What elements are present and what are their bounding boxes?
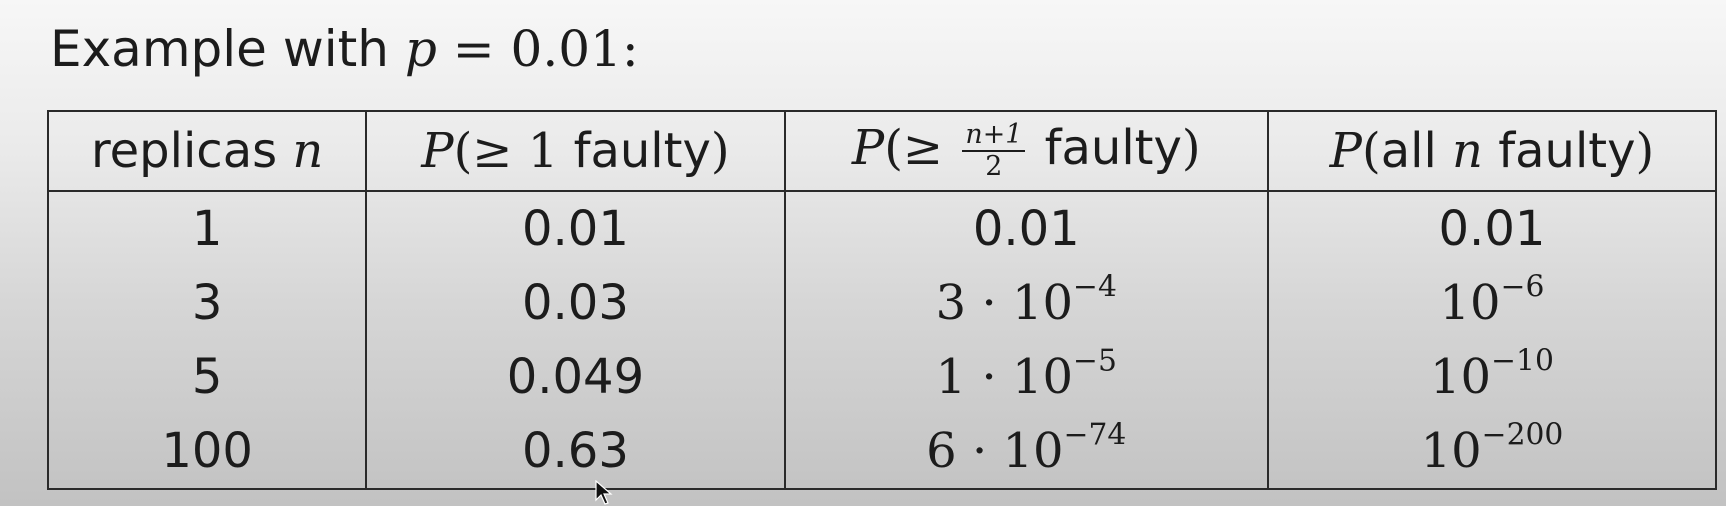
cell-all: [1268, 191, 1716, 266]
cell-replicas: 1: [191, 201, 223, 257]
header-at-least-one-word: faulty: [573, 123, 711, 179]
table-header-row: [48, 111, 1716, 191]
cell-majority-exponent: −5: [1073, 343, 1117, 379]
cell-at-least-one: 0.01: [366, 191, 784, 266]
header-all-var: n: [1452, 123, 1483, 179]
cell-all: [1268, 266, 1716, 340]
cell-majority-base: 1 · 10: [935, 349, 1074, 405]
header-majority-faulty: [785, 111, 1268, 191]
header-at-least-one-faulty: [366, 111, 784, 191]
mouse-pointer-icon: [595, 480, 615, 506]
header-at-least-one-P: P: [421, 123, 454, 179]
cell-all-base: 10: [1420, 423, 1482, 479]
cell-all-exponent: −6: [1500, 269, 1545, 305]
header-replicas-var: n: [292, 123, 324, 179]
cell-majority: [785, 340, 1268, 414]
cell-majority-exponent: −74: [1063, 417, 1127, 453]
header-majority-close: ): [1181, 120, 1201, 177]
header-majority-P: P: [851, 120, 885, 177]
header-all-open: (: [1361, 123, 1381, 179]
cell-replicas: 5: [191, 349, 223, 405]
header-all-word-all: all: [1380, 123, 1437, 179]
table-row: [48, 414, 1716, 489]
header-majority-word: faulty: [1044, 120, 1182, 177]
header-replicas: [48, 111, 366, 191]
cell-majority-base: 6 · 10: [926, 423, 1064, 479]
cell-all-base: 10: [1430, 349, 1492, 405]
header-all-faulty: [1268, 111, 1716, 191]
header-at-least-one-close: ): [710, 123, 730, 179]
example-heading: [50, 14, 639, 84]
header-all-word-faulty: faulty: [1498, 123, 1636, 179]
cell-majority-base: 3 · 10: [935, 275, 1074, 331]
cell-at-least-one: 0.049: [366, 340, 784, 414]
probability-table: [47, 110, 1717, 490]
cell-all-exponent: −10: [1491, 343, 1554, 379]
cell-replicas: 3: [191, 275, 223, 331]
cell-majority-base: 0.01: [972, 201, 1080, 257]
cell-majority: [785, 414, 1268, 489]
header-all-close: ): [1635, 123, 1655, 179]
cell-majority: [785, 191, 1268, 266]
cell-all-base: 0.01: [1438, 201, 1546, 257]
header-majority-fraction: [962, 121, 1025, 181]
table-row: [48, 191, 1716, 266]
cell-majority-exponent: −4: [1073, 269, 1117, 305]
cell-replicas: 100: [161, 423, 253, 479]
cell-at-least-one: 0.63: [366, 414, 784, 489]
heading-label: Example with: [50, 20, 389, 78]
heading-variable: p: [404, 20, 437, 78]
cell-all: [1268, 414, 1716, 489]
cell-majority: [785, 266, 1268, 340]
table-row: [48, 340, 1716, 414]
fraction-numerator: n+1: [962, 121, 1025, 152]
header-all-P: P: [1329, 123, 1362, 179]
header-replicas-text: replicas: [90, 123, 278, 179]
fraction-denominator: 2: [985, 151, 1003, 183]
header-at-least-one-open: (≥ 1: [453, 123, 574, 179]
heading-value: = 0.01:: [436, 20, 639, 78]
header-majority-open: (≥: [884, 120, 959, 177]
cell-all-exponent: −200: [1481, 417, 1564, 453]
cell-at-least-one: 0.03: [366, 266, 784, 340]
cell-all-base: 10: [1439, 275, 1501, 331]
table-row: [48, 266, 1716, 340]
cell-all: [1268, 340, 1716, 414]
